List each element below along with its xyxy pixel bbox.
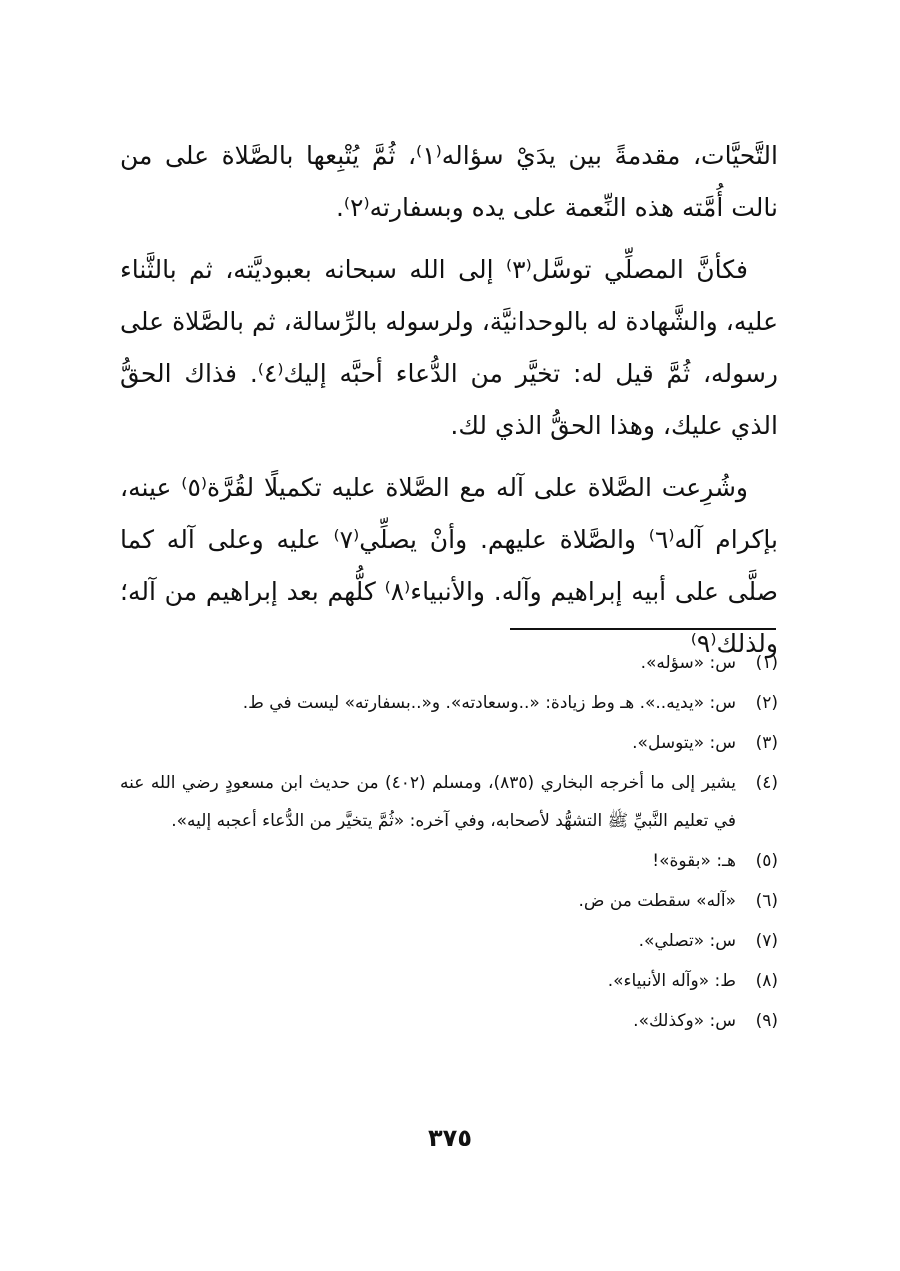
footnote-text: هـ: «بقوة»!	[652, 851, 736, 871]
footnote-number: (٤)	[755, 773, 778, 793]
footnote-number: (٩)	[755, 1011, 778, 1031]
footnote-number: (٧)	[755, 931, 778, 951]
footnote-text: يشير إلى ما أخرجه البخاري (٨٣٥)، ومسلم (٤٠٢) من حديث ابن مسعودٍ رضي الله عنه في تعليم النَّبيِّ ﷺ التشهُّد لأصحابه، وفي آخره: «ثُمَّ يتخيَّر من الدُّعاء أعجبه إليه».	[120, 773, 736, 831]
footnote-number: (٨)	[755, 971, 778, 991]
footnote-8	[120, 962, 778, 1000]
footnote-6	[120, 882, 778, 920]
footnote-number: (٥)	[755, 851, 778, 871]
footnote-text: س: «تصلي».	[638, 931, 736, 951]
footnote-4	[120, 764, 778, 840]
main-text	[120, 130, 778, 680]
footnote-separator	[510, 628, 776, 630]
footnote-1	[120, 644, 778, 682]
paragraph-2: فكأنَّ المصلِّي توسَّل⁽٣⁾ إلى الله سبحانه بعبوديَّته، ثم بالثَّناء عليه، والشَّهادة له بالوحدانيَّة، ولرسوله بالرِّسالة، ثم بالصَّلاة على رسوله، ثُمَّ قيل له: تخيَّر من الدُّعاء أحبَّه إليك⁽٤⁾. فذاك الحقُّ الذي عليك، وهذا الحقُّ الذي لك.	[120, 255, 779, 440]
footnote-text: ط: «وآله الأنبياء».	[607, 971, 736, 991]
footnote-number: (٦)	[755, 891, 778, 911]
footnote-text: س: «وكذلك».	[633, 1011, 736, 1031]
footnote-5	[120, 842, 778, 880]
footnote-9	[120, 1002, 778, 1040]
footnote-3	[120, 724, 778, 762]
footnote-2	[120, 684, 778, 722]
page-number: ٣٧٥	[428, 1124, 472, 1152]
footnote-text: «آله» سقطت من ض.	[578, 891, 736, 911]
footnote-number: (٢)	[755, 693, 778, 713]
paragraph-1: التَّحيَّات، مقدمةً بين يدَيْ سؤاله⁽١⁾، ثُمَّ يُتْبِعها بالصَّلاة على من نالت أُمَّته هذه النِّعمة على يده وبسفارته⁽٢⁾.	[120, 141, 778, 222]
footnote-text: س: «سؤله».	[640, 653, 736, 673]
footnote-number: (٣)	[755, 733, 778, 753]
footnote-number: (١)	[755, 653, 778, 673]
footnotes	[120, 644, 778, 1042]
footnote-7	[120, 922, 778, 960]
footnote-text: س: «يديه..». هـ وط زيادة: «..وسعادته». و«..بسفارته» ليست في ط.	[242, 693, 736, 713]
paragraph-3: وشُرِعت الصَّلاة على آله مع الصَّلاة عليه تكميلًا لقُرَّة⁽٥⁾ عينه، بإكرام آله⁽٦⁾ والصَّلاة عليهم. وأنْ يصلِّي⁽٧⁾ عليه وعلى آله كما صلَّى على أبيه إبراهيم وآله. والأنبياء⁽٨⁾ كلُّهم بعد إبراهيم من آله؛ ولذلك⁽٩⁾	[120, 473, 778, 658]
footnote-text: س: «يتوسل».	[632, 733, 736, 753]
